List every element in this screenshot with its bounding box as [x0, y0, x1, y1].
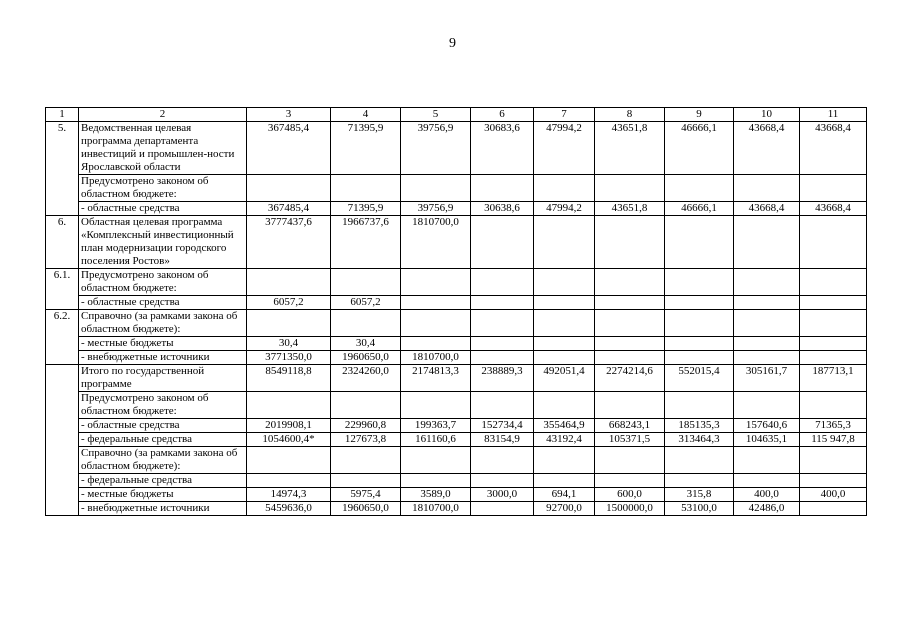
value-cell-col-3: 8549118,8 [247, 365, 331, 392]
column-header: 5 [401, 108, 471, 122]
row-description-cell: - федеральные средства [79, 433, 247, 447]
row-description-cell: Предусмотрено законом об областном бюджете: [79, 392, 247, 419]
value-cell-col-4 [331, 447, 401, 474]
value-cell-col-5: 39756,9 [401, 122, 471, 175]
value-cell-col-9: 552015,4 [665, 365, 734, 392]
table-row [46, 269, 867, 296]
table-row [46, 474, 867, 488]
value-cell-col-7 [534, 351, 595, 365]
row-index-cell [46, 392, 79, 419]
value-cell-col-7 [534, 474, 595, 488]
value-cell-col-10 [734, 216, 800, 269]
value-cell-col-5: 3589,0 [401, 488, 471, 502]
value-cell-col-10: 42486,0 [734, 502, 800, 516]
value-cell-col-9 [665, 175, 734, 202]
value-cell-col-8 [595, 447, 665, 474]
value-cell-col-8 [595, 216, 665, 269]
value-cell-col-6: 3000,0 [471, 488, 534, 502]
value-cell-col-7 [534, 337, 595, 351]
row-index-cell [46, 447, 79, 474]
value-cell-col-5 [401, 296, 471, 310]
column-header: 7 [534, 108, 595, 122]
value-cell-col-6 [471, 175, 534, 202]
row-description-cell: - федеральные средства [79, 474, 247, 488]
row-index-cell: 5. [46, 122, 79, 175]
value-cell-col-5: 161160,6 [401, 433, 471, 447]
value-cell-col-11 [800, 269, 867, 296]
table-row [46, 175, 867, 202]
value-cell-col-5: 2174813,3 [401, 365, 471, 392]
value-cell-col-10: 305161,7 [734, 365, 800, 392]
row-index-cell: 6.2. [46, 310, 79, 337]
row-index-cell: 6. [46, 216, 79, 269]
value-cell-col-7: 43192,4 [534, 433, 595, 447]
row-index-cell [46, 296, 79, 310]
value-cell-col-9: 53100,0 [665, 502, 734, 516]
value-cell-col-8: 105371,5 [595, 433, 665, 447]
value-cell-col-10 [734, 296, 800, 310]
table-row [46, 419, 867, 433]
value-cell-col-10: 157640,6 [734, 419, 800, 433]
value-cell-col-3: 1054600,4* [247, 433, 331, 447]
value-cell-col-9: 313464,3 [665, 433, 734, 447]
value-cell-col-6 [471, 392, 534, 419]
value-cell-col-5 [401, 337, 471, 351]
value-cell-col-3: 367485,4 [247, 202, 331, 216]
row-description-cell: - областные средства [79, 419, 247, 433]
value-cell-col-4: 71395,9 [331, 122, 401, 175]
value-cell-col-7: 92700,0 [534, 502, 595, 516]
value-cell-col-8 [595, 474, 665, 488]
value-cell-col-11 [800, 216, 867, 269]
value-cell-col-8 [595, 310, 665, 337]
value-cell-col-6 [471, 216, 534, 269]
row-index-cell [46, 419, 79, 433]
budget-table [45, 107, 867, 516]
value-cell-col-11: 187713,1 [800, 365, 867, 392]
value-cell-col-11: 400,0 [800, 488, 867, 502]
row-description-cell: Итого по государственной программе [79, 365, 247, 392]
value-cell-col-3: 30,4 [247, 337, 331, 351]
row-description-cell: Справочно (за рамками закона об областном бюджете): [79, 447, 247, 474]
value-cell-col-8: 600,0 [595, 488, 665, 502]
value-cell-col-6 [471, 447, 534, 474]
value-cell-col-7 [534, 216, 595, 269]
row-description-cell: Справочно (за рамками закона об областном бюджете): [79, 310, 247, 337]
value-cell-col-6 [471, 351, 534, 365]
value-cell-col-3: 5459636,0 [247, 502, 331, 516]
value-cell-col-6 [471, 269, 534, 296]
value-cell-col-5 [401, 447, 471, 474]
column-header: 8 [595, 108, 665, 122]
value-cell-col-10 [734, 269, 800, 296]
value-cell-col-8 [595, 175, 665, 202]
column-header: 3 [247, 108, 331, 122]
value-cell-col-11 [800, 474, 867, 488]
column-header: 6 [471, 108, 534, 122]
value-cell-col-5: 39756,9 [401, 202, 471, 216]
row-description-cell: - местные бюджеты [79, 488, 247, 502]
row-description-cell: - областные средства [79, 202, 247, 216]
value-cell-col-7 [534, 310, 595, 337]
value-cell-col-10 [734, 351, 800, 365]
value-cell-col-6: 30683,6 [471, 122, 534, 175]
value-cell-col-8: 668243,1 [595, 419, 665, 433]
row-index-cell [46, 488, 79, 502]
value-cell-col-8: 2274214,6 [595, 365, 665, 392]
value-cell-col-9 [665, 269, 734, 296]
value-cell-col-4: 127673,8 [331, 433, 401, 447]
value-cell-col-4: 1960650,0 [331, 351, 401, 365]
row-description-cell: Предусмотрено законом об областном бюджете: [79, 269, 247, 296]
page-number: 9 [449, 36, 456, 51]
value-cell-col-3 [247, 175, 331, 202]
value-cell-col-3: 3771350,0 [247, 351, 331, 365]
row-index-cell [46, 175, 79, 202]
table-row [46, 351, 867, 365]
value-cell-col-4 [331, 392, 401, 419]
value-cell-col-7: 492051,4 [534, 365, 595, 392]
value-cell-col-9: 185135,3 [665, 419, 734, 433]
value-cell-col-3 [247, 392, 331, 419]
table-row [46, 122, 867, 175]
value-cell-col-3 [247, 447, 331, 474]
value-cell-col-7 [534, 447, 595, 474]
value-cell-col-9 [665, 296, 734, 310]
value-cell-col-8 [595, 392, 665, 419]
value-cell-col-4: 1960650,0 [331, 502, 401, 516]
value-cell-col-5: 1810700,0 [401, 502, 471, 516]
table-row [46, 392, 867, 419]
value-cell-col-8 [595, 351, 665, 365]
column-header: 2 [79, 108, 247, 122]
row-index-cell [46, 337, 79, 351]
value-cell-col-6 [471, 296, 534, 310]
value-cell-col-5 [401, 392, 471, 419]
table-row [46, 296, 867, 310]
value-cell-col-11 [800, 351, 867, 365]
row-index-cell [46, 351, 79, 365]
value-cell-col-10: 43668,4 [734, 202, 800, 216]
value-cell-col-9 [665, 216, 734, 269]
row-description-cell: Предусмотрено законом об областном бюджете: [79, 175, 247, 202]
value-cell-col-9 [665, 447, 734, 474]
value-cell-col-5 [401, 269, 471, 296]
value-cell-col-5 [401, 474, 471, 488]
value-cell-col-6 [471, 337, 534, 351]
value-cell-col-4: 5975,4 [331, 488, 401, 502]
value-cell-col-6: 238889,3 [471, 365, 534, 392]
value-cell-col-11 [800, 502, 867, 516]
value-cell-col-10 [734, 337, 800, 351]
column-header: 10 [734, 108, 800, 122]
table-row [46, 216, 867, 269]
table-row [46, 365, 867, 392]
value-cell-col-10: 400,0 [734, 488, 800, 502]
value-cell-col-3 [247, 310, 331, 337]
value-cell-col-7: 694,1 [534, 488, 595, 502]
value-cell-col-3: 3777437,6 [247, 216, 331, 269]
value-cell-col-10: 43668,4 [734, 122, 800, 175]
value-cell-col-6 [471, 310, 534, 337]
value-cell-col-8 [595, 337, 665, 351]
row-index-cell [46, 502, 79, 516]
value-cell-col-11: 115 947,8 [800, 433, 867, 447]
value-cell-col-9 [665, 392, 734, 419]
value-cell-col-3: 6057,2 [247, 296, 331, 310]
value-cell-col-4: 6057,2 [331, 296, 401, 310]
column-header: 9 [665, 108, 734, 122]
value-cell-col-8 [595, 296, 665, 310]
value-cell-col-11 [800, 310, 867, 337]
value-cell-col-3 [247, 474, 331, 488]
value-cell-col-4: 2324260,0 [331, 365, 401, 392]
value-cell-col-9 [665, 310, 734, 337]
value-cell-col-4 [331, 269, 401, 296]
value-cell-col-10: 104635,1 [734, 433, 800, 447]
row-index-cell: 6.1. [46, 269, 79, 296]
value-cell-col-5: 1810700,0 [401, 351, 471, 365]
row-description-cell: - областные средства [79, 296, 247, 310]
value-cell-col-5: 1810700,0 [401, 216, 471, 269]
row-index-cell [46, 474, 79, 488]
value-cell-col-6: 30638,6 [471, 202, 534, 216]
value-cell-col-7: 355464,9 [534, 419, 595, 433]
value-cell-col-9 [665, 337, 734, 351]
value-cell-col-11: 71365,3 [800, 419, 867, 433]
value-cell-col-8: 43651,8 [595, 122, 665, 175]
table-row [46, 310, 867, 337]
value-cell-col-11 [800, 296, 867, 310]
value-cell-col-9: 46666,1 [665, 122, 734, 175]
value-cell-col-9 [665, 474, 734, 488]
value-cell-col-4 [331, 175, 401, 202]
value-cell-col-7 [534, 392, 595, 419]
value-cell-col-11 [800, 175, 867, 202]
table-header-row [46, 108, 867, 122]
value-cell-col-10 [734, 310, 800, 337]
value-cell-col-11 [800, 392, 867, 419]
column-header: 4 [331, 108, 401, 122]
value-cell-col-8 [595, 269, 665, 296]
value-cell-col-7: 47994,2 [534, 122, 595, 175]
value-cell-col-8: 1500000,0 [595, 502, 665, 516]
row-description-cell: Ведомственная целевая программа департамента инвестиций и промышлен-ности Ярославской области [79, 122, 247, 175]
value-cell-col-3: 2019908,1 [247, 419, 331, 433]
value-cell-col-7: 47994,2 [534, 202, 595, 216]
value-cell-col-4 [331, 474, 401, 488]
value-cell-col-7 [534, 175, 595, 202]
value-cell-col-11 [800, 447, 867, 474]
value-cell-col-10 [734, 175, 800, 202]
table-row [46, 433, 867, 447]
row-description-cell: - внебюджетные источники [79, 351, 247, 365]
table-row [46, 488, 867, 502]
row-index-cell [46, 202, 79, 216]
table-row [46, 337, 867, 351]
table-row [46, 202, 867, 216]
value-cell-col-9: 315,8 [665, 488, 734, 502]
value-cell-col-6 [471, 474, 534, 488]
value-cell-col-3: 14974,3 [247, 488, 331, 502]
value-cell-col-5 [401, 175, 471, 202]
row-description-cell: - местные бюджеты [79, 337, 247, 351]
value-cell-col-6: 152734,4 [471, 419, 534, 433]
value-cell-col-10 [734, 474, 800, 488]
value-cell-col-10 [734, 447, 800, 474]
value-cell-col-6: 83154,9 [471, 433, 534, 447]
value-cell-col-11 [800, 337, 867, 351]
value-cell-col-11: 43668,4 [800, 122, 867, 175]
table-row [46, 502, 867, 516]
value-cell-col-9: 46666,1 [665, 202, 734, 216]
row-description-cell: Областная целевая программа «Комплексный инвестиционный план модернизации городского поселения Ростов» [79, 216, 247, 269]
row-description-cell: - внебюджетные источники [79, 502, 247, 516]
value-cell-col-6 [471, 502, 534, 516]
value-cell-col-3 [247, 269, 331, 296]
value-cell-col-5: 199363,7 [401, 419, 471, 433]
row-index-cell [46, 433, 79, 447]
value-cell-col-10 [734, 392, 800, 419]
value-cell-col-9 [665, 351, 734, 365]
value-cell-col-11: 43668,4 [800, 202, 867, 216]
value-cell-col-4: 229960,8 [331, 419, 401, 433]
value-cell-col-4: 1966737,6 [331, 216, 401, 269]
value-cell-col-5 [401, 310, 471, 337]
value-cell-col-7 [534, 269, 595, 296]
column-header: 1 [46, 108, 79, 122]
table-row [46, 447, 867, 474]
value-cell-col-3: 367485,4 [247, 122, 331, 175]
column-header: 11 [800, 108, 867, 122]
row-index-cell [46, 365, 79, 392]
value-cell-col-8: 43651,8 [595, 202, 665, 216]
value-cell-col-4: 30,4 [331, 337, 401, 351]
value-cell-col-4: 71395,9 [331, 202, 401, 216]
value-cell-col-7 [534, 296, 595, 310]
value-cell-col-4 [331, 310, 401, 337]
